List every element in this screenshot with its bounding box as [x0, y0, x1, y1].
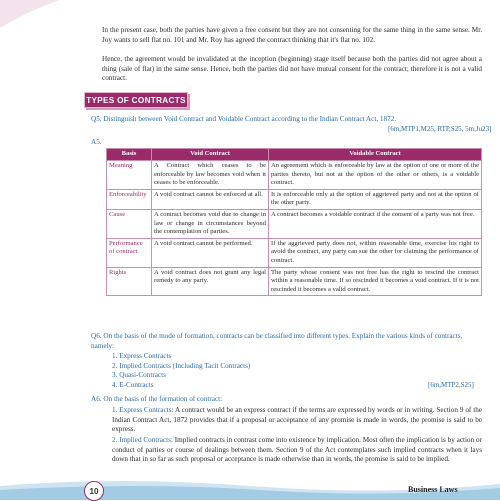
row-basis: Cause — [107, 209, 152, 238]
row-void: A void contract does not grant any legal remedy to any party. — [152, 267, 269, 296]
question-5-reference: [6m,MTP1,M25, RTP,S25, 5m,Ju23] — [388, 125, 492, 133]
answer-6-item-2 — [112, 436, 482, 465]
row-void: A void contract cannot be performed. — [152, 238, 269, 267]
question-5: Q5. Distinguish between Void Contract and Voidable Contract according to the Indian Contract Act, 1872. — [91, 115, 397, 123]
row-void: A Contract which ceases to be enforceable by law becomes void when it ceases to be enforceable. — [152, 161, 269, 190]
intro-paragraph-1: In the present case, both the parties have given a free consent but they are not consenting for the same thing in the same sense. Mr. Joy wants to sell flat no. 101 and Mr. Roy has agreed the contract thinking that it's flat no. 102. — [102, 26, 482, 44]
table-row — [107, 209, 482, 238]
answer-6-item-1 — [112, 406, 482, 435]
row-voidable: If the aggrieved party does not, within reasonable time, exercise his right to avoid the contract, any party can sue the other for claiming the performance of contract. — [269, 238, 482, 267]
item-lead: 1. Express Contracts: — [112, 406, 174, 414]
answer-6-label: A6. On the basis of the formation of contract: — [91, 395, 223, 403]
row-basis: Rights — [107, 267, 152, 296]
header-basis: Basis — [107, 149, 152, 161]
row-void: A void contract cannot be enforced at all. — [152, 189, 269, 209]
row-voidable: An agreement which is enforceable by law at the option of one or more of the parties thereto, but not at the option of the other or others, is a voidable contract. — [269, 161, 482, 190]
item-text: A contract would be an express contract if the terms are expressed by words or in writing. Section 9 of the Indian Contract Act, 1872 provides that if a proposal or acceptance of any promise is made in words, the promise is said to be express. — [112, 406, 482, 434]
list-item: 4. E-Contracts — [112, 380, 154, 389]
question-6: Q6. On the basis of the mode of formation, contracts can be classified into different types. Explain the various kinds of contracts, namely: — [91, 332, 463, 350]
list-item: 3. Quasi-Contracts — [112, 371, 166, 380]
table-row — [107, 238, 482, 267]
table-row — [107, 189, 482, 209]
list-item: 1. Express Contracts — [112, 352, 172, 360]
header-void: Void Contract — [152, 149, 269, 161]
row-voidable: It is enforceable only at the option of aggrieved party and not at the option of the other party. — [269, 189, 482, 209]
table-row — [107, 267, 482, 296]
table-header-row — [107, 149, 482, 161]
list-item: 2. Implied Contracts (Including Tacit Contracts) — [112, 361, 251, 370]
row-voidable: The party whose consent was not free has the right to rescind the contract within a reasonable time. If so rescinded it becomes a void contract. If it is not rescinded it becomes a valid contract. — [269, 267, 482, 296]
comparison-table — [106, 148, 482, 296]
page-number: 10 — [84, 481, 104, 501]
item-lead: 2. Implied Contracts: — [112, 436, 173, 444]
row-basis: Performance of contract — [107, 238, 152, 267]
book-subject: Business Laws — [408, 485, 458, 494]
question-6-reference: [6m,MTP2,S25] — [428, 381, 474, 389]
intro-paragraph-2: Hence, the agreement would be invalidated at the inception (beginning) stage itself because both the parties did not agree about a thing (sale of flat) in the same sense. Hence, both the parties did not have mutual consent for the contract; therefore it is not a valid contract. — [102, 55, 482, 83]
item-text: Implied contracts in contrast come into existence by implication. Most often the implication is by action or conduct of parties or course of dealings between them. Section 9 of the Act contemplates such implied contracts when it lays down that in so far as such proposal or acceptance is made otherwise than in words, the promise is said to be implied. — [112, 436, 482, 464]
question-6-list — [112, 352, 250, 390]
header-voidable: Voidable Contract — [269, 149, 482, 161]
row-basis: Enforceability — [107, 189, 152, 209]
answer-5-label: A5. — [91, 138, 102, 146]
row-basis: Meaning — [107, 161, 152, 190]
corner-decoration — [0, 0, 60, 30]
section-banner: TYPES OF CONTRACTS — [84, 92, 188, 108]
row-voidable: A contract becomes a voidable contract if the consent of a party was not free. — [269, 209, 482, 238]
row-void: A contract becomes void due to change in law or change in circumstances beyond the contemplation of parties. — [152, 209, 269, 238]
table-row — [107, 161, 482, 190]
